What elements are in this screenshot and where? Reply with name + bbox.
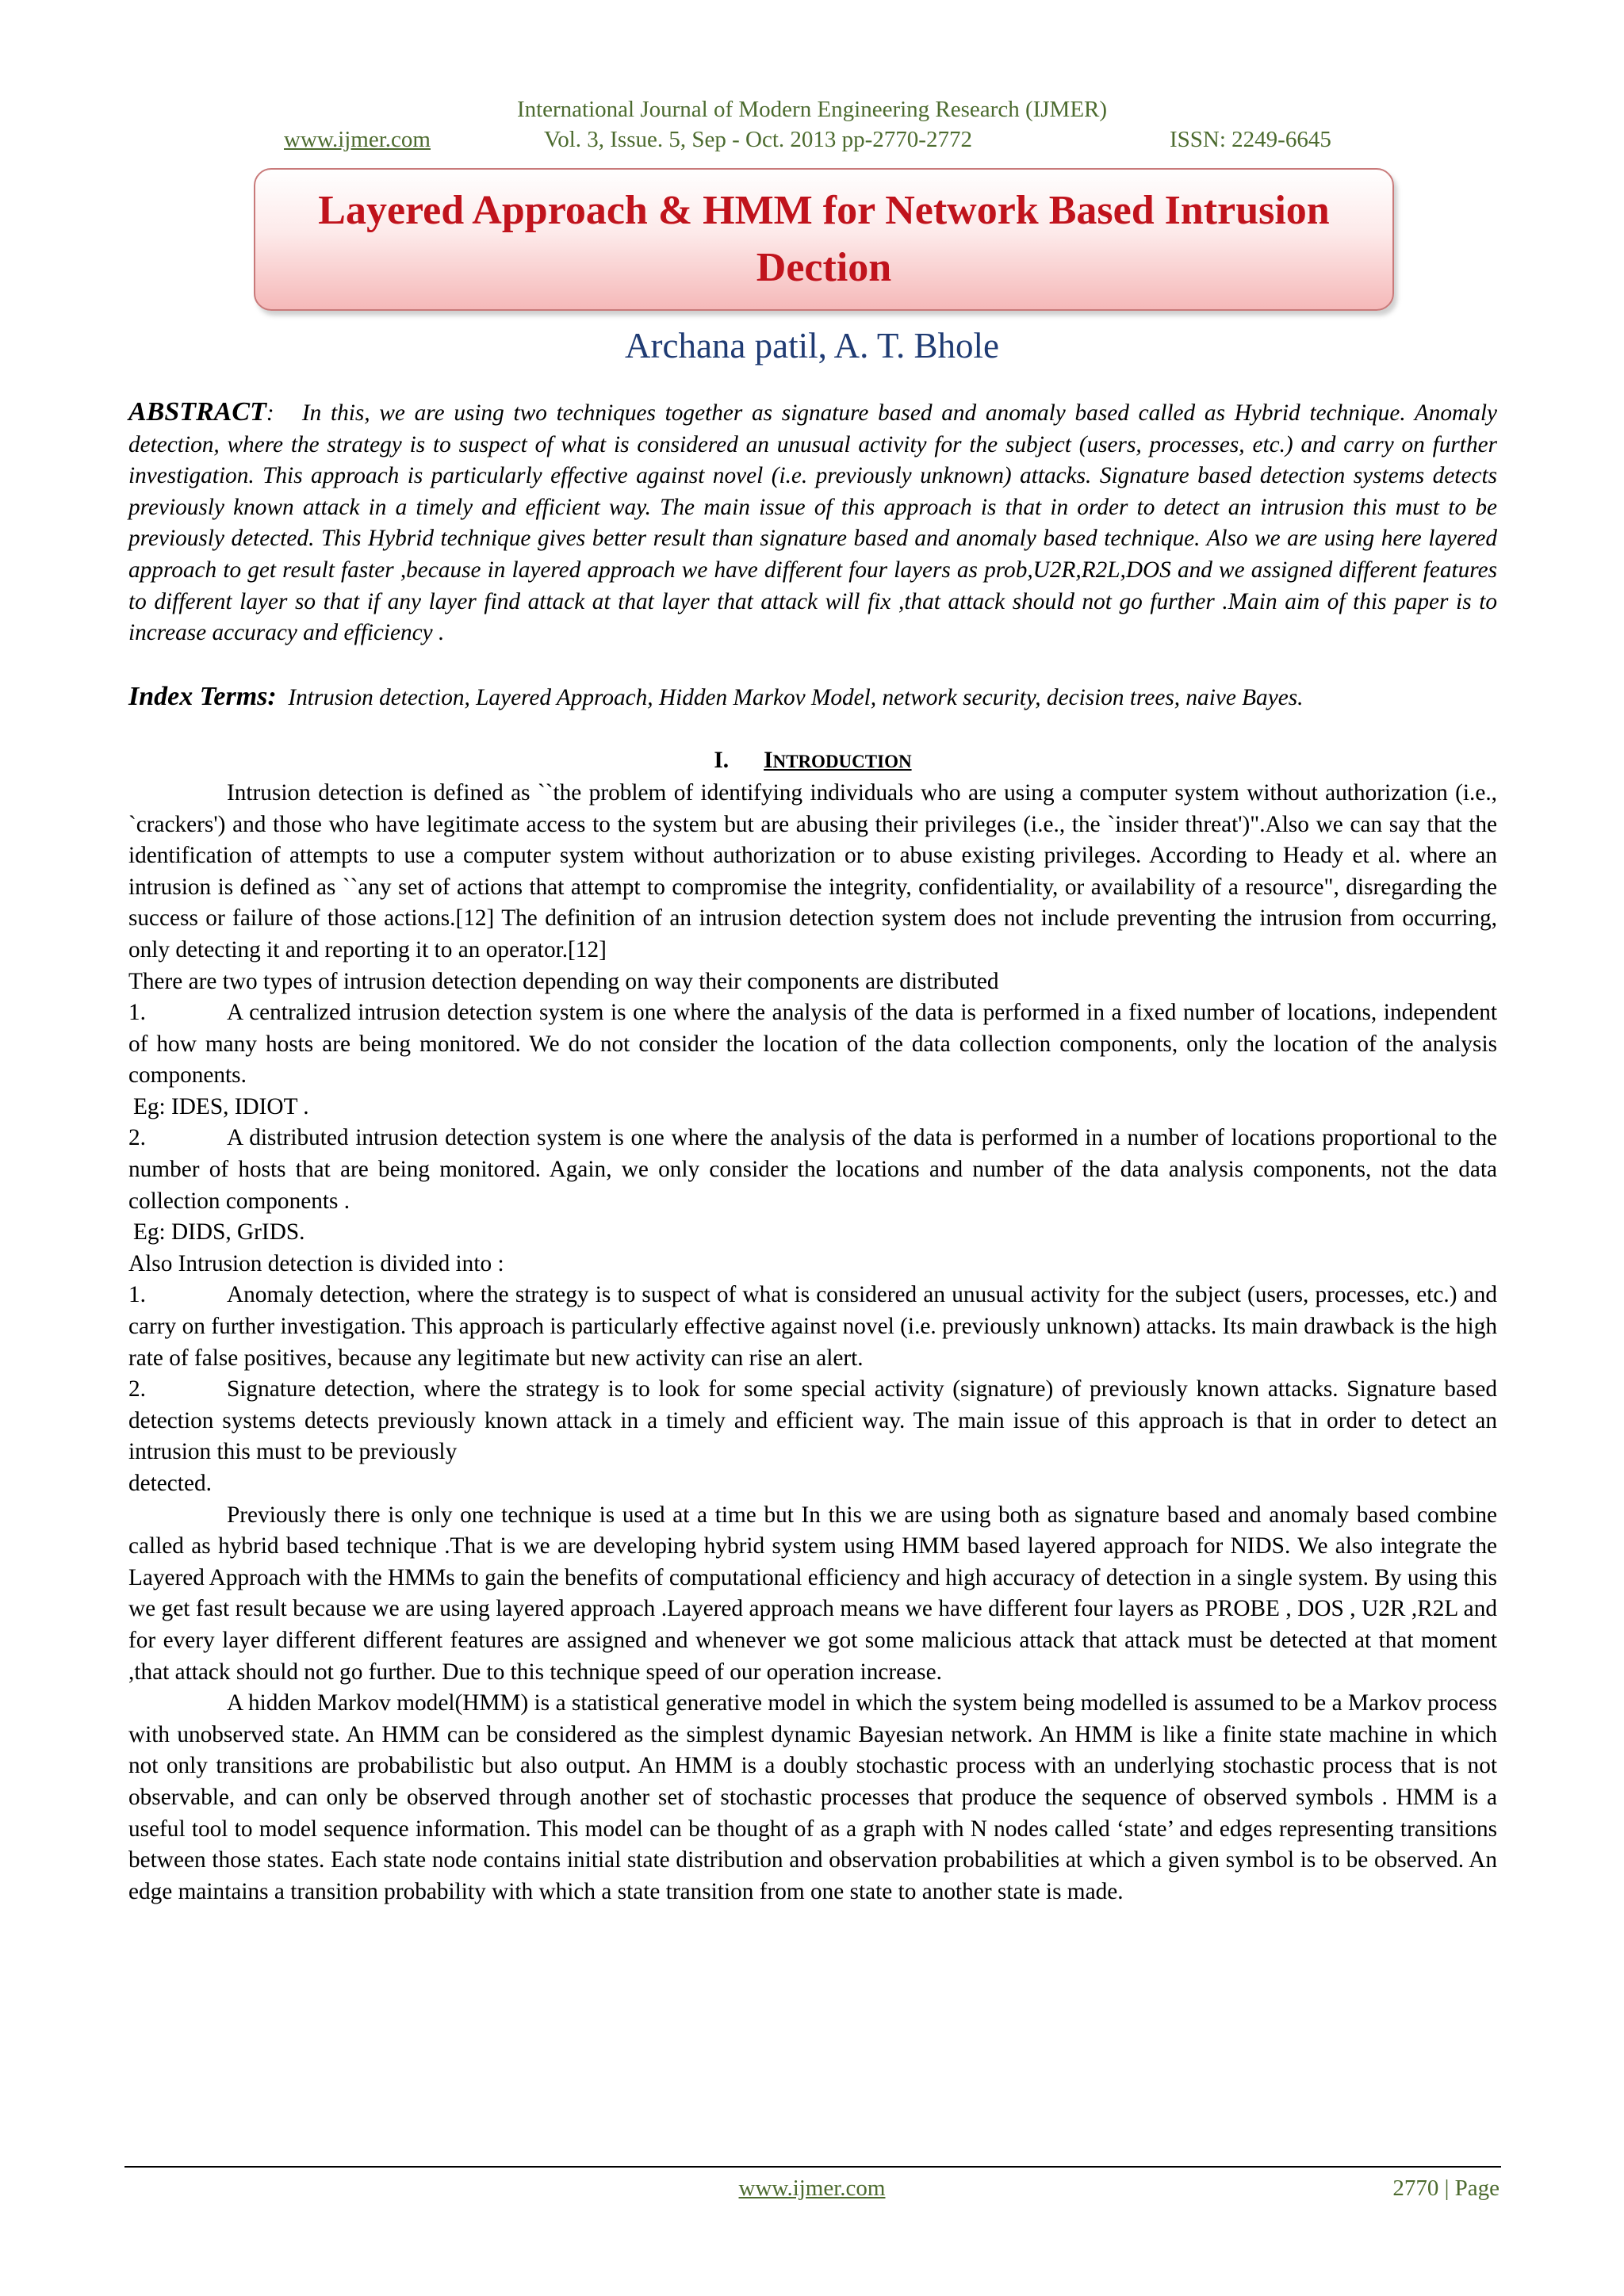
journal-site-link[interactable]: www.ijmer.com <box>284 127 431 152</box>
list-number: 2. <box>128 1376 146 1402</box>
authors: Archana patil, A. T. Bhole <box>625 326 999 365</box>
title-box <box>254 168 1394 311</box>
list-item-text: A centralized intrusion detection system is one where the analysis of the data is performed in a fixed number of locations, independent of how many hosts are being monitored. We do not consider the location of the data collection components, only the location of the analysis components. <box>128 1000 1497 1089</box>
paragraph-hmm: A hidden Markov model(HMM) is a statistical generative model in which the system being modelled is assumed to be a Markov process with unobserved state. An HMM can be considered as the simplest dynamic Bayesian network. An HMM is like a finite state machine in which not only transitions are probabilistic but also output. An HMM is a doubly stochastic process with an underlying stochastic process that is not observable, and can only be observed through another set of stochastic processes that produce the sequence of observed symbols . HMM is a useful tool to model sequence information. This model can be thought of as a graph with N nodes called ‘state’ and edges representing transitions between those states. Each state node contains initial state distribution and observation probabilities at which a given symbol is to be observed. An edge maintains a transition probability with which a state transition from one state to another state is made. <box>128 1690 1497 1904</box>
abstract-label: ABSTRACT <box>128 397 266 427</box>
list-item-distributed <box>128 1123 1497 1217</box>
paragraph-types: There are two types of intrusion detection depending on way their components are distributed <box>128 968 999 994</box>
index-terms-text: Intrusion detection, Layered Approach, Hidden Markov Model, network security, decision trees, naive Bayes. <box>288 684 1304 710</box>
abstract <box>128 396 1497 649</box>
section-first-letter: I <box>764 748 773 774</box>
section-number: I. <box>714 748 730 774</box>
paper-body <box>128 396 1497 1908</box>
footer-site-link[interactable]: www.ijmer.com <box>738 2175 886 2201</box>
page-number: 2770 | Page <box>1392 2175 1500 2201</box>
paragraph-definition: Intrusion detection is defined as ``the problem of identifying individuals who are using a computer system without authorization (i.e., `crackers') and those who have legitimate access to the system but are abusing their privileges (i.e., the `insider threat')".Also we can say that the identification of attempts to use a computer system without authorization or to abuse existing privileges. According to Heady et al. where an intrusion is defined as ``any set of actions that attempt to compromise the integrity, confidentiality, or availability of a resource", disregarding the success or failure of those actions.[12] The definition of an intrusion detection system does not include preventing the intrusion from occurring, only detecting it and reporting it to an operator.[12] <box>128 779 1497 962</box>
list-number: 1. <box>128 1282 146 1308</box>
example-distributed: Eg: DIDS, GrIDS. <box>133 1219 305 1246</box>
abstract-text: In this, we are using two techniques together as signature based and anomaly based called as Hybrid technique. Anomaly detection, where the strategy is to suspect of what is considered an unusual activity for the subject (users, processes, etc.) and carry on further investigation. This approach is particularly effective against novel (i.e. previously unknown) attacks. Signature based detection systems detects previously known attack in a timely and efficient way. The main issue of this approach is that in order to detect an intrusion this must to be previously detected. This Hybrid technique gives better result than signature based and anomaly based technique. Also we are using here layered approach to get result faster ,because in layered approach we have different four layers as prob,U2R,R2L,DOS and we assigned different features to different layer so that if any layer find attack at that layer that attack will fix ,that attack should not go further .Main aim of this paper is to increase accuracy and efficiency . <box>128 400 1497 646</box>
list-item-text: A distributed intrusion detection system is one where the analysis of the data is performed in a number of locations proportional to the number of hosts that are being monitored. Again, we only consider the locations and number of the data analysis components, not the data collection components . <box>128 1125 1497 1214</box>
list-item-signature <box>128 1374 1497 1468</box>
paragraph-hybrid: Previously there is only one technique is used at a time but In this we are using both as signature based and anomaly based combine called as hybrid based technique .That is we are developing hybrid system using HMM based layered approach for NIDS. We also integrate the Layered Approach with the HMMs to gain the benefits of computational efficiency and high accuracy of detection in a single system. By using this we get fast result because we are using layered approach .Layered approach means we have different four layers as PROBE , DOS , U2R ,R2L and for every layer different different features are assigned and whenever we got some malicious attack that attack must be detected at that moment ,that attack should not go further. Due to this technique speed of our operation increase. <box>128 1502 1497 1685</box>
index-terms-label: Index Terms: <box>128 681 277 711</box>
section-title-rest: NTRODUCTION <box>772 752 912 772</box>
list-item-text: Signature detection, where the strategy is to look for some special activity (signature) of previously known attacks. Signature based detection systems detects previously known attack in a timely and efficient way. The main issue of this approach is that in order to detect an intrusion this must to be previously <box>128 1376 1497 1465</box>
list-item-centralized <box>128 997 1497 1092</box>
journal-name: International Journal of Modern Engineering Research (IJMER) <box>516 97 1108 122</box>
paragraph-division: Also Intrusion detection is divided into : <box>128 1250 504 1276</box>
index-terms <box>128 681 1497 714</box>
issn: ISSN: 2249-6645 <box>1170 127 1331 152</box>
list-number: 2. <box>128 1125 146 1151</box>
list-item-text: Anomaly detection, where the strategy is to suspect of what is considered an unusual activity for the subject (users, processes, etc.) and carry on further investigation. This approach is particularly effective against novel (i.e. previously unknown) attacks. Its main drawback is the high rate of false positives, because any legitimate but new activity can rise an alert. <box>128 1282 1497 1371</box>
footer-rule <box>124 2166 1501 2168</box>
paper-title: Layered Approach & HMM for Network Based Intrusion Dection <box>318 188 1330 290</box>
example-centralized: Eg: IDES, IDIOT . <box>133 1093 309 1119</box>
list-number: 1. <box>128 1000 146 1026</box>
list-item-anomaly <box>128 1280 1497 1374</box>
section-heading <box>128 745 1497 778</box>
volume-info: Vol. 3, Issue. 5, Sep - Oct. 2013 pp-2770-2772 <box>544 127 972 152</box>
abstract-colon: : <box>266 400 274 426</box>
list-item-signature-cont: detected. <box>128 1471 212 1496</box>
